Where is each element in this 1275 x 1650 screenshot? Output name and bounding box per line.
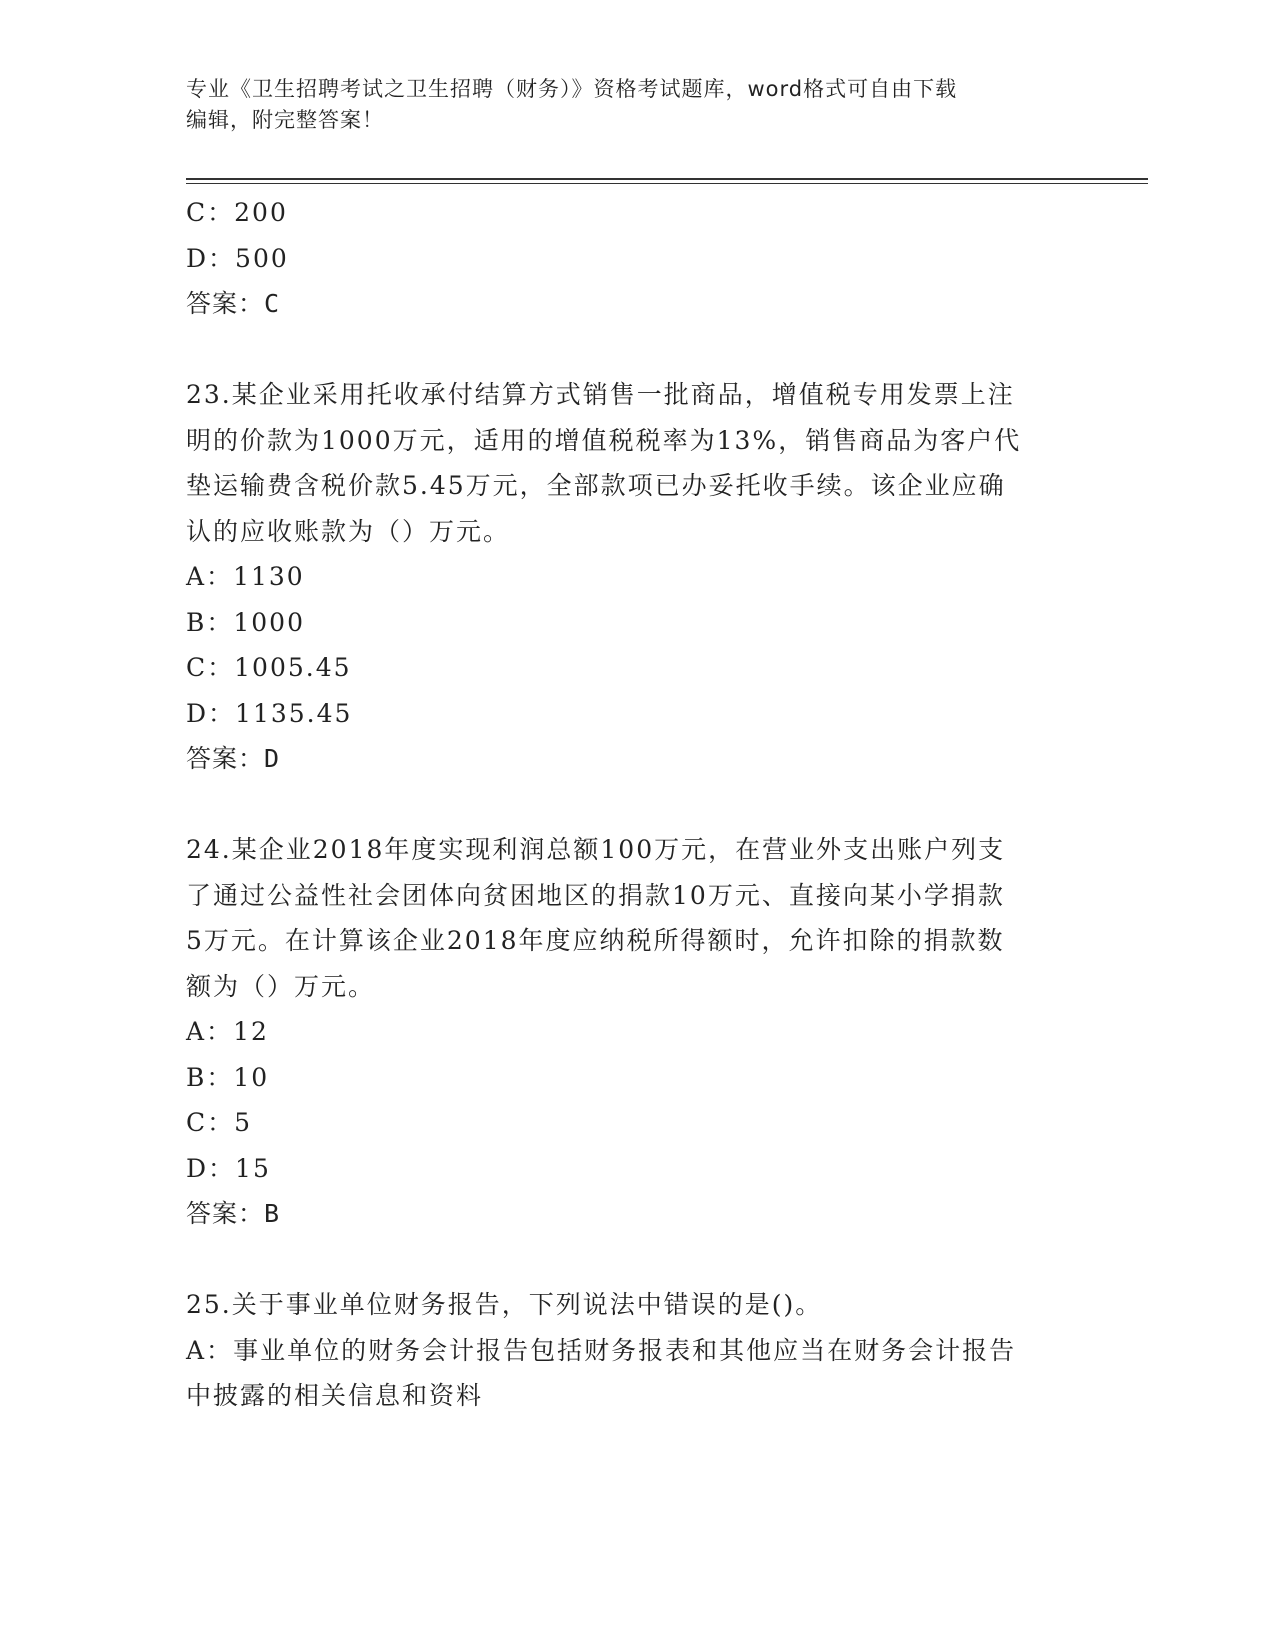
- option-d: D：500: [186, 243, 289, 273]
- answer-line: 答案：C: [186, 289, 281, 318]
- header-line-1: 专业《卫生招聘考试之卫生招聘（财务）》资格考试题库，word格式可自由下载: [186, 77, 958, 101]
- option-c: C：5: [186, 1108, 253, 1137]
- spacer: [186, 1237, 1086, 1283]
- prev-question-block: [186, 190, 1086, 327]
- question-24: [186, 827, 1086, 1237]
- spacer: [186, 327, 1086, 373]
- question-text-line: 认的应收账款为（）万元。: [186, 516, 511, 546]
- question-text-line: 额为（）万元。: [186, 971, 376, 1001]
- question-text-line: 23.某企业采用托收承付结算方式销售一批商品，增值税专用发票上注: [186, 380, 1015, 409]
- question-text-line: 垫运输费含税价款5.45万元，全部款项已办妥托收手续。该企业应确: [186, 471, 1006, 500]
- option-d: D：15: [186, 1153, 271, 1183]
- question-text-line: 24.某企业2018年度实现利润总额100万元，在营业外支出账户列支: [186, 835, 1006, 864]
- option-d: D：1135.45: [186, 698, 353, 728]
- option-b: B：1000: [186, 607, 305, 637]
- question-content: [186, 190, 1086, 1419]
- question-text-line: 明的价款为1000万元，适用的增值税税率为13%，销售商品为客户代: [186, 425, 1022, 455]
- option-a-continued: 中披露的相关信息和资料: [186, 1381, 484, 1410]
- option-a: A：事业单位的财务会计报告包括财务报表和其他应当在财务会计报告: [186, 1335, 1017, 1365]
- option-c: C：200: [186, 198, 288, 227]
- option-c: C：1005.45: [186, 653, 352, 682]
- answer-line: 答案：B: [186, 1199, 281, 1228]
- header-line-2: 编辑，附完整答案！: [186, 108, 384, 132]
- option-a: A：1130: [186, 562, 305, 591]
- question-text-line: 了通过公益性社会团体向贫困地区的捐款10万元、直接向某小学捐款: [186, 880, 1005, 910]
- question-23: [186, 372, 1086, 782]
- option-a: A：12: [186, 1017, 269, 1046]
- page-header: [186, 74, 1076, 136]
- header-divider: [186, 178, 1148, 184]
- question-text-line: 25.关于事业单位财务报告，下列说法中错误的是()。: [186, 1290, 823, 1319]
- question-25: [186, 1282, 1086, 1419]
- spacer: [186, 782, 1086, 828]
- question-text-line: 5万元。在计算该企业2018年度应纳税所得额时，允许扣除的捐款数: [186, 926, 1005, 955]
- option-b: B：10: [186, 1062, 270, 1092]
- answer-line: 答案：D: [186, 744, 281, 773]
